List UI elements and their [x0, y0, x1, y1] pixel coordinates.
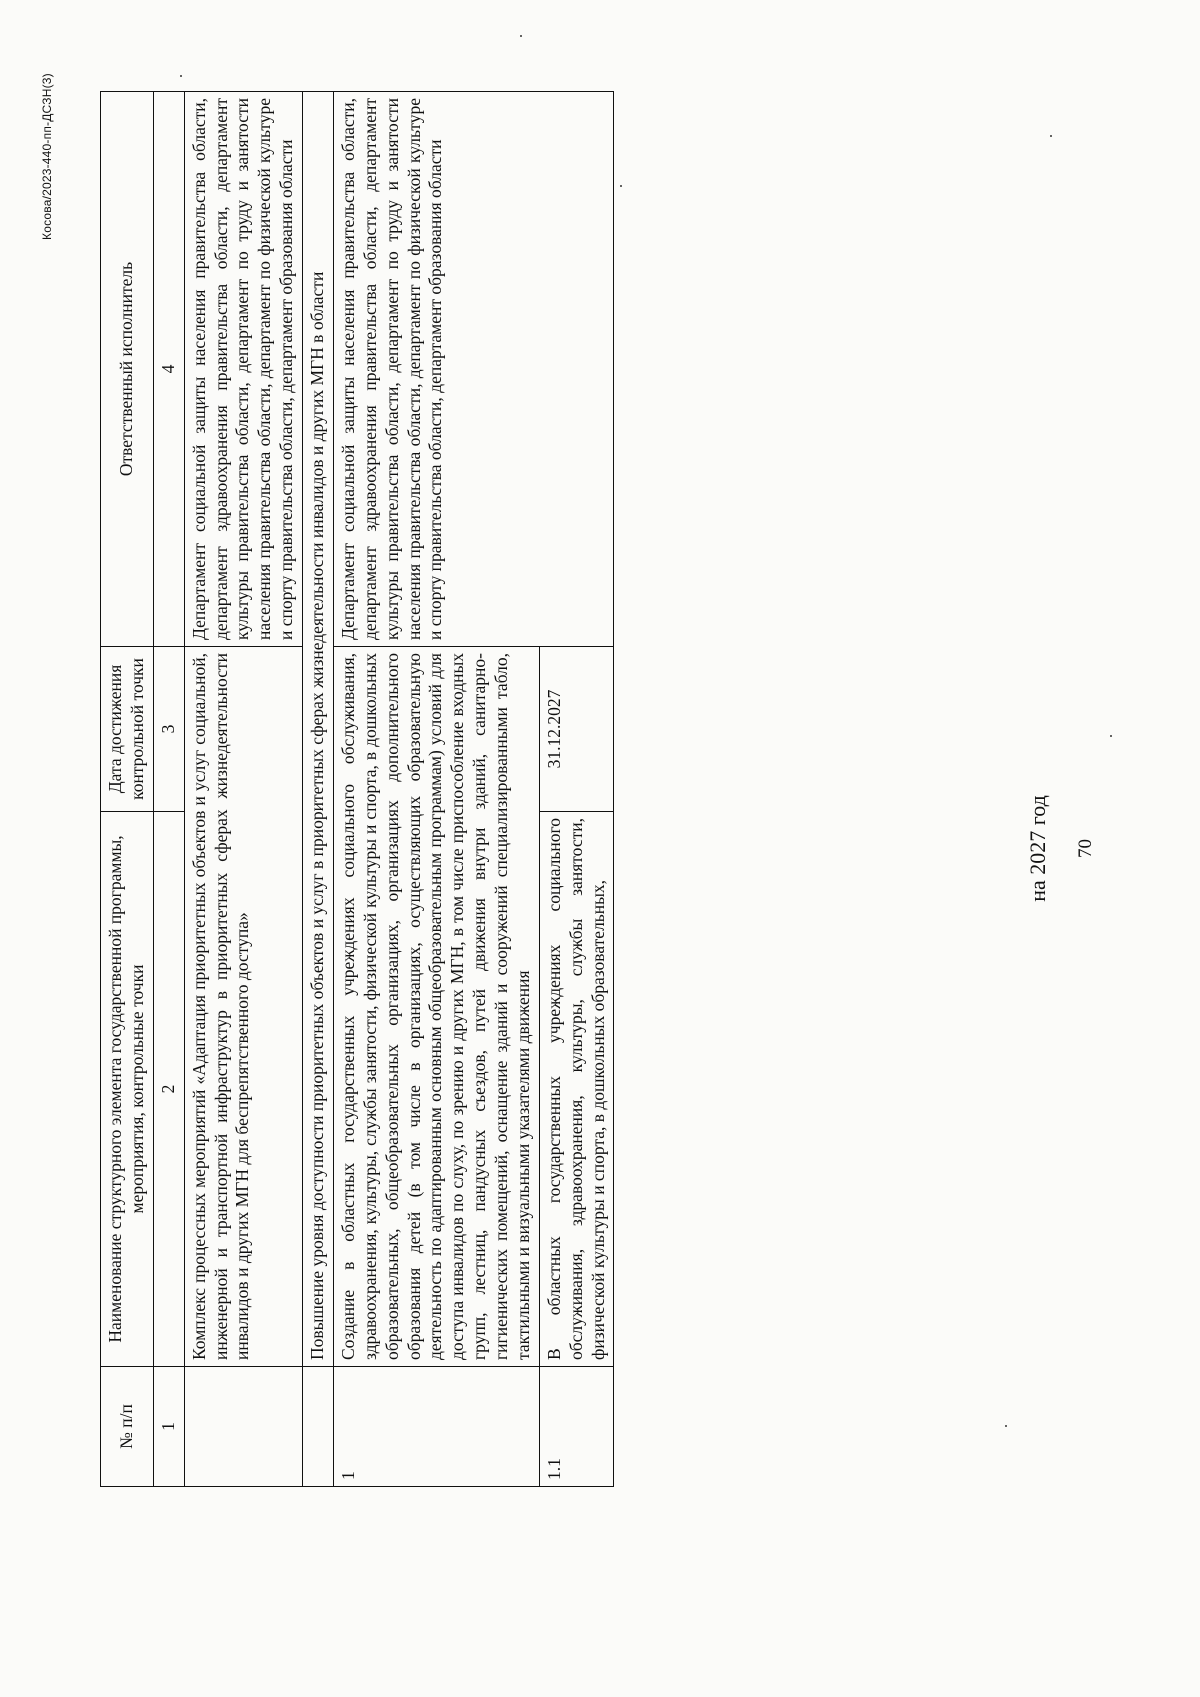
col-number-4: 4	[153, 92, 184, 647]
scan-speck	[1110, 735, 1112, 737]
complex-number-cell	[184, 1367, 302, 1487]
item-1-number: 1	[333, 1367, 539, 1487]
complex-executor: Департамент социальной защиты населения правительства области, департамент здравоохранения правительства области, департамент культуры правительства области, департамент по труду и занятости населения правительства области, департамент по физической культуре и спорту правительства области, департамент образования области	[184, 92, 302, 647]
header-date: Дата достижения контрольной точки	[101, 647, 154, 812]
scan-speck	[1005, 1425, 1007, 1427]
header-name: Наименование структурного элемента государственной программы, мероприятия, контрольные точки	[101, 812, 154, 1367]
item-1-executor: Департамент социальной защиты населения правительства области, департамент здравоохранения правительства области, департамент культуры правительства области, департамент по труду и занятости населения правительства области, департамент по физической культуре и спорту правительства области, департамент образования области	[333, 92, 614, 647]
header-executor: Ответственный исполнитель	[101, 92, 154, 647]
scan-speck	[1050, 135, 1052, 137]
item-1-1-name: В областных государственных учреждениях социального обслуживания, здравоохранения, культуры, службы занятости, физической культуры и спорта, в дошкольных образовательных,	[539, 812, 614, 1367]
document-reference: Косова/2023-440-пп-ДСЗН(3)	[40, 73, 54, 240]
task-number-cell	[303, 1367, 334, 1487]
table-row-item-1	[333, 92, 539, 1487]
item-1-1-date: 31.12.2027	[539, 647, 614, 812]
table-row-task	[303, 92, 334, 1487]
complex-name: Комплекс процессных мероприятий «Адаптация приоритетных объектов и услуг социальной, инженерной и транспортной инфраструктур в приоритетных сферах жизнедеятельности инвалидов и других МГН для беспрепятственного доступа»	[184, 647, 302, 1367]
header-number: № п/п	[101, 1367, 154, 1487]
program-table	[100, 91, 614, 1487]
column-numbers-row	[153, 92, 184, 1487]
scan-speck	[620, 185, 622, 187]
item-1-name: Создание в областных государственных учреждениях социального обслуживания, здравоохранения, культуры, службы занятости, физической культуры и спорта, в дошкольных образовательных, общеобразовательных организациях, организациях дополнительного образования детей (в том числе в организациях, осуществляющих образовательную деятельность по адаптированным основным общеобразовательным программам) условий для доступа инвалидов по слуху, по зрению и других МГН, в том числе приспособление входных групп, лестниц, пандусных съездов, путей движения внутри зданий, санитарно-гигиенических помещений, оснащение зданий и сооружений специализированными табло, тактильными и визуальными указателями движения	[333, 647, 539, 1367]
scan-speck	[180, 75, 182, 77]
page-number: 70	[1075, 839, 1096, 858]
scan-speck	[520, 35, 522, 37]
col-number-3: 3	[153, 647, 184, 812]
page-period-title: на 2027 год	[1025, 795, 1050, 902]
item-1-1-number: 1.1	[539, 1367, 614, 1487]
table-header-row	[101, 92, 154, 1487]
col-number-2: 2	[153, 812, 184, 1367]
col-number-1: 1	[153, 1367, 184, 1487]
task-name: Повышение уровня доступности приоритетных объектов и услуг в приоритетных сферах жизнедеятельности инвалидов и других МГН в области	[303, 92, 334, 1367]
table-row-complex	[184, 92, 302, 1487]
